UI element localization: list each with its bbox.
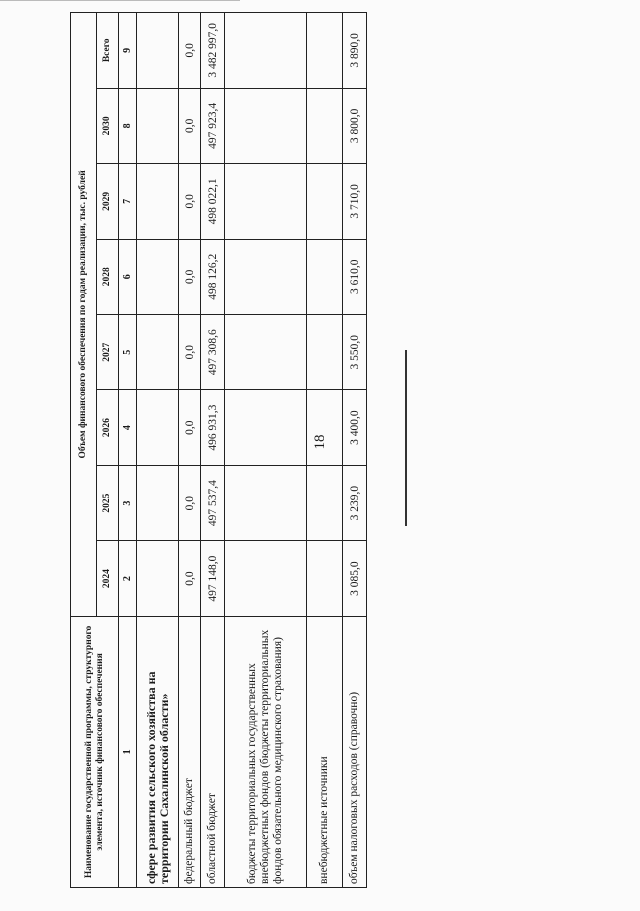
value-cell: 0,0 bbox=[179, 541, 201, 616]
table-row bbox=[343, 13, 367, 888]
value-cell: 0,0 bbox=[179, 13, 201, 89]
value-cell bbox=[307, 390, 343, 465]
table-row bbox=[179, 13, 201, 888]
value-cell bbox=[225, 239, 307, 314]
table-row bbox=[307, 13, 343, 888]
signature-rule-line bbox=[405, 350, 407, 526]
value-cell: 3 890,0 bbox=[343, 13, 367, 89]
table-row bbox=[201, 13, 225, 888]
value-cell: 0,0 bbox=[179, 314, 201, 389]
header-column-numbers-row bbox=[119, 13, 137, 888]
row-name-cell: федеральный бюджет bbox=[179, 616, 201, 887]
value-cell: 497 537,4 bbox=[201, 465, 225, 540]
header-column-number-0: 1 bbox=[119, 616, 137, 887]
value-cell: 3 400,0 bbox=[343, 390, 367, 465]
header-column-number-1: 2 bbox=[119, 541, 137, 616]
value-cell bbox=[225, 314, 307, 389]
table-row bbox=[137, 13, 179, 888]
value-cell: 497 923,4 bbox=[201, 88, 225, 163]
value-cell: 3 085,0 bbox=[343, 541, 367, 616]
page-number: 18 bbox=[312, 434, 328, 450]
header-year-3: 2027 bbox=[97, 314, 119, 389]
value-cell bbox=[137, 465, 179, 540]
funding-table bbox=[70, 12, 367, 888]
header-column-number-7: 8 bbox=[119, 88, 137, 163]
value-cell: 3 239,0 bbox=[343, 465, 367, 540]
header-column-number-2: 3 bbox=[119, 465, 137, 540]
value-cell bbox=[307, 239, 343, 314]
value-cell bbox=[137, 541, 179, 616]
value-cell: 0,0 bbox=[179, 239, 201, 314]
header-year-1: 2025 bbox=[97, 465, 119, 540]
header-year-5: 2029 bbox=[97, 164, 119, 239]
value-cell bbox=[225, 13, 307, 89]
funding-table-rotated bbox=[70, 12, 361, 888]
row-name-cell: внебюджетные источники bbox=[307, 616, 343, 887]
table-body bbox=[137, 13, 367, 888]
value-cell bbox=[137, 88, 179, 163]
header-column-number-8: 9 bbox=[119, 13, 137, 89]
value-cell bbox=[225, 541, 307, 616]
value-cell: 497 148,0 bbox=[201, 541, 225, 616]
value-cell: 0,0 bbox=[179, 88, 201, 163]
value-cell: 497 308,6 bbox=[201, 314, 225, 389]
row-name-cell: бюджеты территориальных государственных внебюджетных фондов (бюджеты территориальных фондов обязательного медицинского страхования) bbox=[225, 616, 307, 887]
value-cell bbox=[307, 164, 343, 239]
value-cell bbox=[225, 465, 307, 540]
value-cell: 3 710,0 bbox=[343, 164, 367, 239]
header-column-number-4: 5 bbox=[119, 314, 137, 389]
header-column-number-6: 7 bbox=[119, 164, 137, 239]
value-cell bbox=[307, 541, 343, 616]
value-cell: 496 931,3 bbox=[201, 390, 225, 465]
value-cell bbox=[307, 465, 343, 540]
row-name-cell: объем налоговых расходов (справочно) bbox=[343, 616, 367, 887]
value-cell bbox=[307, 88, 343, 163]
row-name-cell: сфере развития сельского хозяйства на территории Сахалинской области» bbox=[137, 616, 179, 887]
scan-edge-line bbox=[0, 0, 240, 1]
value-cell: 3 550,0 bbox=[343, 314, 367, 389]
header-column-number-3: 4 bbox=[119, 390, 137, 465]
value-cell bbox=[307, 314, 343, 389]
value-cell bbox=[225, 88, 307, 163]
value-cell: 498 126,2 bbox=[201, 239, 225, 314]
value-cell bbox=[137, 390, 179, 465]
header-name-column: Наименование государственной программы, структурного элемента, источник финансового обеспечения bbox=[71, 616, 119, 887]
value-cell: 0,0 bbox=[179, 465, 201, 540]
header-year-6: 2030 bbox=[97, 88, 119, 163]
value-cell bbox=[137, 314, 179, 389]
value-cell: 0,0 bbox=[179, 164, 201, 239]
value-cell bbox=[225, 164, 307, 239]
value-cell: 3 800,0 bbox=[343, 88, 367, 163]
value-cell bbox=[137, 13, 179, 89]
value-cell bbox=[137, 164, 179, 239]
value-cell: 3 610,0 bbox=[343, 239, 367, 314]
table-row bbox=[225, 13, 307, 888]
header-year-2: 2026 bbox=[97, 390, 119, 465]
value-cell: 498 022,1 bbox=[201, 164, 225, 239]
header-column-number-5: 6 bbox=[119, 239, 137, 314]
header-year-4: 2028 bbox=[97, 239, 119, 314]
row-name-cell: областной бюджет bbox=[201, 616, 225, 887]
value-cell bbox=[225, 390, 307, 465]
header-group-title: Объем финансового обеспечения по годам реализации, тыс. рублей bbox=[71, 13, 97, 617]
value-cell: 3 482 997,0 bbox=[201, 13, 225, 89]
value-cell bbox=[137, 239, 179, 314]
header-year-7: Всего bbox=[97, 13, 119, 89]
header-year-0: 2024 bbox=[97, 541, 119, 616]
value-cell: 0,0 bbox=[179, 390, 201, 465]
value-cell bbox=[307, 13, 343, 89]
